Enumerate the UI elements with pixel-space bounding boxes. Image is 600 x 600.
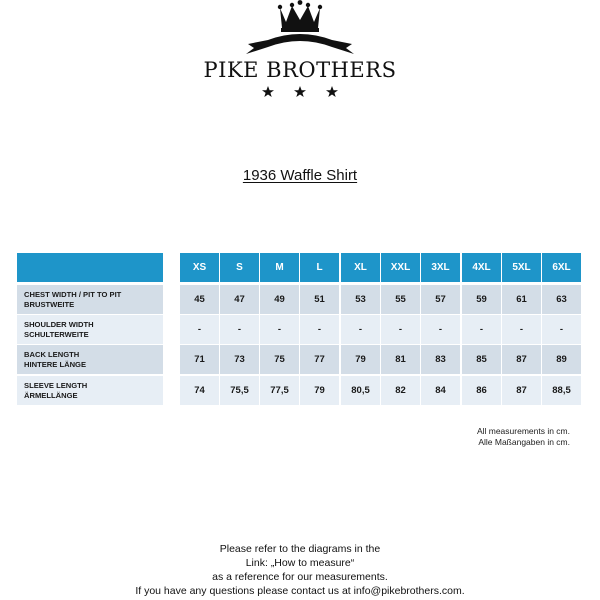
table-cell: 51	[300, 285, 339, 314]
table-cell: -	[300, 315, 339, 344]
size-header-5xl: 5XL	[502, 253, 541, 282]
table-cell: 82	[381, 376, 420, 405]
table-cell: -	[542, 315, 581, 344]
table-cell: 88,5	[542, 376, 581, 405]
table-cell: 77	[300, 345, 339, 374]
table-cell: 75,5	[220, 376, 259, 405]
footer-line-1: Please refer to the diagrams in the	[219, 543, 381, 555]
row-label-de: BRUSTWEITE	[24, 299, 75, 309]
size-header-3xl: 3XL	[421, 253, 460, 282]
table-cell: -	[180, 315, 219, 344]
measurement-note-de: Alle Maßangaben in cm.	[478, 437, 570, 447]
size-header-4xl: 4XL	[462, 253, 501, 282]
table-cell: 55	[381, 285, 420, 314]
table-cell: 84	[421, 376, 460, 405]
table-cell: -	[381, 315, 420, 344]
table-cell: 49	[260, 285, 299, 314]
table-cell: 87	[502, 376, 541, 405]
row-label	[17, 315, 163, 344]
crown-logo-icon	[200, 0, 400, 100]
table-cell: 83	[421, 345, 460, 374]
row-label-en: SHOULDER WIDTH	[24, 319, 94, 329]
size-header-l: L	[300, 253, 339, 282]
footer	[0, 542, 600, 598]
table-cell: 75	[260, 345, 299, 374]
size-header-xl: XL	[341, 253, 380, 282]
table-cell: 77,5	[260, 376, 299, 405]
row-label	[17, 285, 163, 314]
table-cell: 73	[220, 345, 259, 374]
table-cell: -	[421, 315, 460, 344]
table-cell: 63	[542, 285, 581, 314]
measurement-note-en: All measurements in cm.	[476, 426, 570, 436]
row-label-de: SCHULTERWEITE	[24, 329, 89, 339]
row-label-de: ÄRMELLÄNGE	[24, 390, 78, 400]
table-cell: 71	[180, 345, 219, 374]
table-cell: -	[502, 315, 541, 344]
size-header-s: S	[220, 253, 259, 282]
page-title: 1936 Waffle Shirt	[242, 167, 358, 184]
table-cell: -	[260, 315, 299, 344]
table-cell: -	[220, 315, 259, 344]
footer-line-4: If you have any questions please contact us at info@pikebrothers.com.	[135, 585, 465, 597]
table-cell: 61	[502, 285, 541, 314]
table-cell: 87	[502, 345, 541, 374]
table-cell: 86	[462, 376, 501, 405]
brand-name: PIKE BROTHERS	[203, 58, 397, 82]
row-label	[17, 345, 163, 374]
table-cell: 79	[341, 345, 380, 374]
measurement-note	[430, 426, 570, 448]
table-cell: 81	[381, 345, 420, 374]
table-cell: 85	[462, 345, 501, 374]
footer-line-2: Link: „How to measure“	[245, 557, 355, 569]
table-cell: -	[341, 315, 380, 344]
size-header-xs: XS	[180, 253, 219, 282]
table-cell: 57	[421, 285, 460, 314]
size-header-m: M	[260, 253, 299, 282]
table-cell: 80,5	[341, 376, 380, 405]
size-header-6xl: 6XL	[542, 253, 581, 282]
table-cell: -	[462, 315, 501, 344]
row-label-en: BACK LENGTH	[24, 349, 80, 359]
table-cell: 53	[341, 285, 380, 314]
row-label	[17, 376, 163, 405]
footer-line-3: as a reference for our measurements.	[212, 571, 388, 583]
table-cell: 45	[180, 285, 219, 314]
row-label-de: HINTERE LÄNGE	[24, 359, 87, 369]
row-label-en: CHEST WIDTH / PIT TO PIT	[24, 289, 122, 299]
table-header-label-cell	[17, 253, 163, 282]
table-cell: 79	[300, 376, 339, 405]
row-label-en: SLEEVE LENGTH	[24, 380, 88, 390]
table-cell: 47	[220, 285, 259, 314]
table-cell: 89	[542, 345, 581, 374]
table-cell: 59	[462, 285, 501, 314]
size-header-xxl: XXL	[381, 253, 420, 282]
table-cell: 74	[180, 376, 219, 405]
